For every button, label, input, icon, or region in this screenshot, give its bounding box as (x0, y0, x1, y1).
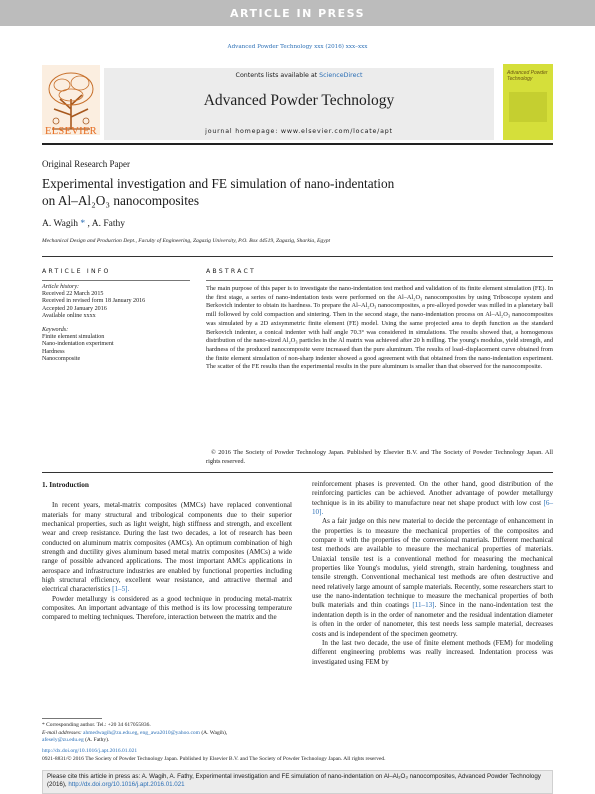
issn-line: 0921-8831/© 2016 The Society of Powder Technology Japan. Published by Elsevier B.V. and The Society of Powder Technology Japan. All rights reserved. (42, 755, 386, 762)
abstract-rule (206, 280, 553, 281)
email-note-2: afesely@zu.edu.eg (A. Fathy). (42, 737, 110, 743)
citation-link[interactable]: [11–13] (408, 601, 435, 610)
accepted-date: Accepted 20 January 2016 (42, 305, 107, 312)
article-title (42, 175, 482, 209)
author-wagih[interactable]: A. Wagih (42, 219, 79, 229)
abstract-text: The main purpose of this paper is to investigate the nano-indentation test method and validation of its finite element simulation (FE). In the first stage, a series of nano-indentation tests were performed on the Al–Al₂O₃ nanocomposites by using Triboscope system and Berkovich indenter to obtain its hardness. To prepare the Al–Al₂O₃ nanocomposites, a pre-alloyed powder was milled in a planetary ball mill followed by cold compaction and sintering. Then in the second stage, the nano-indentation process on Al–Al₂O₃ nanocomposites was simulated by a 2D axisymmetric finite element (FE) model. Using the same projected area to depth function as the standard Berkovich indenter, a conical indenter with half angle 70.3° was considered in simulations. The results showed that, a homogenous distribution of the nano-sized Al₂O₃ particles in the Al matrix was achieved after 20 h milling. The young's modulus, yield strength, and hardness of the produced nanocomposite were increased than the pure aluminum. The results of load–displacement curve obtained from the finite element simulation of non-sharp indenter showed a good agreement with that obtained from the nano-indentation experiment. The scatter of the FE results than the experimental results in the pure aluminum is smaller than that observed for the nanocomposite. (206, 285, 553, 371)
journal-reference[interactable]: Advanced Powder Technology xxx (2016) xxx–xxx (227, 44, 368, 50)
article-type: Original Research Paper (42, 159, 130, 169)
introduction-heading: 1. Introduction (42, 480, 89, 489)
elsevier-wordmark: ELSEVIER (45, 126, 97, 137)
keyword: Finite element simulation (42, 334, 105, 341)
cover-title: Advanced Powder Technology (507, 70, 548, 82)
email-link[interactable]: eng_awa2010@yahoo.com (140, 729, 200, 736)
cover-artwork (509, 92, 547, 122)
doi-block (42, 748, 553, 763)
title-line-1: Experimental investigation and FE simulation of nano-indentation (42, 176, 395, 191)
contents-prefix: Contents lists available at (235, 72, 318, 79)
affiliation: Mechanical Design and Production Dept., Faculty of Engineering, Zagazig University, P.O. Box 44519, Zagazig, Sharkia, Egypt (42, 238, 331, 244)
journal-title: Advanced Powder Technology (203, 92, 395, 109)
citation-link[interactable]: [6–10]. (312, 498, 554, 517)
contents-line (104, 72, 494, 79)
article-info-column (42, 284, 190, 363)
body-paragraph: reinforcement phases is prevented. On the other hand, good distribution of the reinforcing particles can be achieved. Another advantage of powder metallurgy technique is in its ability to manufacture near net shape product with low cost [6–10]. (312, 480, 554, 517)
keyword: Hardness (42, 348, 65, 355)
body-left-column (42, 480, 292, 623)
title-line-2: on Al–Al₂O₃ nanocomposites (42, 193, 200, 208)
body-right-column (312, 480, 553, 667)
email-link[interactable]: afesely@zu.edu.eg (42, 737, 84, 743)
article-in-press-banner: ARTICLE IN PRESS (0, 0, 595, 26)
footnotes (42, 722, 292, 745)
info-rule (42, 256, 553, 257)
keyword: Nano-indentation experiment (42, 341, 114, 348)
body-paragraph: In the last two decade, the use of finite element methods (FEM) for modeling different engineering problems was really increased. Indentation process was investigated using FEM by (312, 638, 553, 666)
corresponding-author-note: * Corresponding author. Tel.: +20 34 617055836. (42, 722, 151, 728)
journal-homepage[interactable]: journal homepage: www.elsevier.com/locate/apt (205, 128, 393, 135)
citation-box (42, 770, 553, 794)
revised-date: Received in revised form 18 January 2016 (42, 298, 146, 305)
abstract-heading: ABSTRACT (206, 268, 256, 275)
doi-link[interactable]: http://dx.doi.org/10.1016/j.apt.2016.01.021 (42, 748, 138, 754)
body-paragraph: As a fair judge on this new material to decide the percentage of enhancement in the properties is to measure the mechanical properties of the composites and compare it with the properties of the conversional materials. Different mechanical test methods are available to measure the mechanical properties of materials. Uniaxial tensile test is a conventional method for measuring the mechanical properties like Young's modulus, yield strength, strain hardening, toughness and tensile strength. Conventional mechanical test methods are often destructive and need relatively large amount of sample materials. Recently, some researchers start to use the nano-indentation technique to measure the mechanical properties of both bulk materials and thin coatings [11–13]. Since in the nano-indentation test the indentation depth is in the order of nanometer and the residual indentation diameter is often in the order of nanometer, this test needs less sample material, decreases costs and is independent of the specimen geometry. (312, 517, 553, 638)
citation-text: Please cite this article in press as: A. Wagih, A. Fathy, Experimental investigation and FE simulation of nano-indentation on Al–Al₂O₃ nanocomposites, Advanced Powder Technology (2016), (47, 773, 541, 788)
keyword: Nanocomposite (42, 355, 81, 362)
body-paragraph: In recent years, metal-matrix composites (MMCs) have replaced conventional materials for many structural and tribological components due to their superior mechanical properties, such as light weight, high stiffness and strength, and excellent wear and creep resistance. During the last two decades, a lot of research has been conducted on aluminum matrix composites (AMCs). An optimum combination of high strength and ductility gives aluminum based metal matrix composites (AMCs) a wide range of possible advanced applications. The most important AMCs applications in aerospace and infrastructure industries are enabled by functional properties including high structural efficiency, excellent wear resistance, and attractive thermal and electrical characteristics [1–5]. (42, 501, 292, 594)
body-paragraph: Powder metallurgy is considered as a good technique in producing metal-matrix composites. An important advantage of this method is its low processing temperature compared to melting techniques. Therefore, interaction between the matrix and the (42, 594, 292, 622)
keywords-label: Keywords: (42, 327, 69, 334)
sciencedirect-link[interactable]: ScienceDirect (319, 72, 363, 79)
online-date: Available online xxxx (42, 312, 96, 319)
corresponding-author-mark[interactable]: * (80, 219, 86, 229)
body-rule (42, 472, 553, 473)
citation-doi-link[interactable]: http://dx.doi.org/10.1016/j.apt.2016.01.021 (68, 781, 185, 788)
citation-link[interactable]: [1–5]. (110, 585, 130, 594)
header-rule (42, 143, 553, 145)
article-info-rule (42, 280, 190, 281)
received-date: Received 22 March 2015 (42, 291, 104, 298)
abstract-copyright: © 2016 The Society of Powder Technology Japan. Published by Elsevier B.V. and The Society of Powder Technology Japan. All rights reserved. (206, 449, 553, 465)
footnote-rule (42, 718, 102, 719)
history-label: Article history: (42, 284, 80, 290)
journal-cover-thumbnail[interactable] (503, 64, 553, 140)
author-fathy[interactable]: , A. Fathy (87, 219, 125, 229)
email-link[interactable]: ahmedwagih@zu.edu.eg (83, 729, 138, 736)
author-list (42, 219, 125, 229)
email-note: E-mail addresses: ahmedwagih@zu.edu.eg, eng_awa2010@yahoo.com (A. Wagih), (42, 729, 228, 736)
article-info-heading: ARTICLE INFO (42, 268, 111, 275)
